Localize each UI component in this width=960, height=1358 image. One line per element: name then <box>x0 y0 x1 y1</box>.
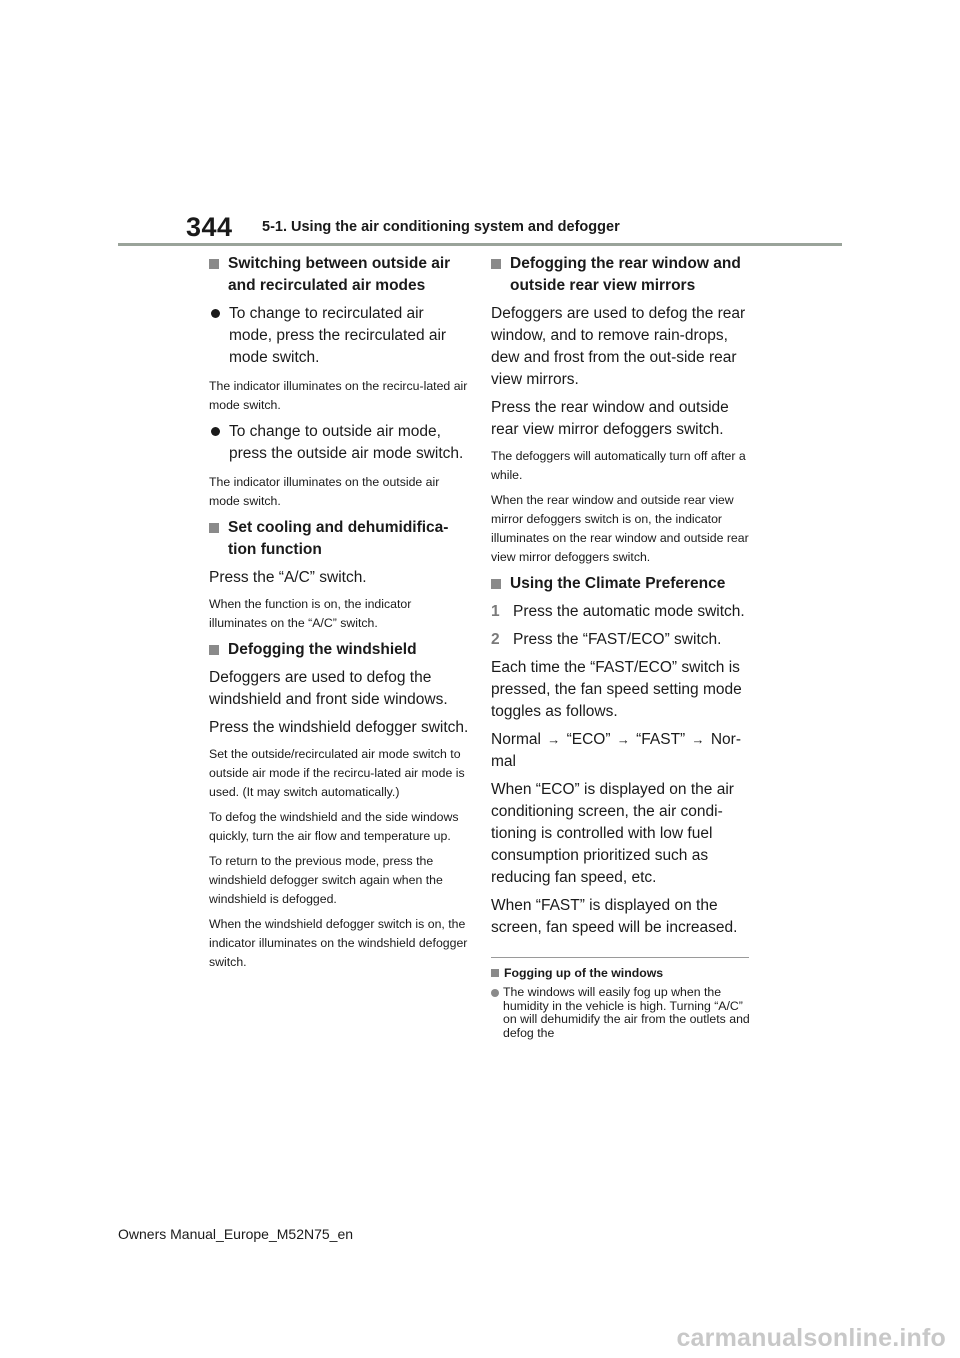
paragraph-fast-eco-toggle: Each time the “FAST/ECO” switch is pressed, the fan speed setting mode toggles as follows. <box>491 659 742 720</box>
paragraph-defoggers-windshield: Defoggers are used to defog the windshield and front side windows. <box>209 669 448 708</box>
heading-text: Set cooling and dehumidifica-tion function <box>228 519 449 558</box>
arrow-right-icon: → <box>616 732 630 747</box>
section-title: 5-1. Using the air conditioning system and defogger <box>262 219 620 235</box>
note-rear-indicator: When the rear window and outside rear view mirror defoggers switch is on, the indicator illuminates on the rear window and outside rear view mirror defoggers switch. <box>491 493 749 564</box>
note-outside-indicator: The indicator illuminates on the outside air mode switch. <box>209 475 440 508</box>
heading-cooling-dehumidification <box>209 517 469 561</box>
note-ac-indicator: When the function is on, the indicator illuminates on the “A/C” switch. <box>209 597 412 630</box>
bullet-dot-icon <box>491 989 499 997</box>
mode-sequence <box>491 729 751 773</box>
paragraph-eco-description: When “ECO” is displayed on the air conditioning screen, the air condi-tioning is controlled with low fuel consumption prioritized such as reducing fan speed, etc. <box>491 781 734 886</box>
step-number: 2 <box>491 631 500 648</box>
note-bullet-text: The windows will easily fog up when the humidity in the vehicle is high. Turning “A/C” on will dehumidify the air from the outlets and defog the <box>503 985 750 1040</box>
left-column <box>209 253 469 978</box>
watermark: carmanualsonline.info <box>676 1324 946 1352</box>
square-bullet-icon <box>491 579 501 589</box>
step-2 <box>491 629 751 651</box>
square-bullet-icon <box>209 645 219 655</box>
arrow-right-icon: → <box>547 732 561 747</box>
heading-defogging-rear <box>491 253 751 297</box>
note-recirculated-indicator: The indicator illuminates on the recircu-lated air mode switch. <box>209 379 468 412</box>
paragraph-press-defogger: Press the windshield defogger switch. <box>209 719 469 736</box>
bullet-dot-icon <box>211 309 220 318</box>
step-number: 1 <box>491 603 500 620</box>
bullet-recirculated <box>209 303 469 369</box>
note-divider <box>491 957 749 958</box>
note-defog-quickly: To defog the windshield and the side windows quickly, turn the air flow and temperature up. <box>209 810 459 843</box>
square-bullet-icon <box>491 969 499 977</box>
paragraph-ac-switch: Press the “A/C” switch. <box>209 569 367 586</box>
note-auto-off: The defoggers will automatically turn off after a while. <box>491 449 746 482</box>
heading-defogging-windshield <box>209 639 469 661</box>
arrow-right-icon: → <box>691 732 705 747</box>
step-1 <box>491 601 751 623</box>
right-column <box>491 253 751 1040</box>
paragraph-press-rear-defogger: Press the rear window and outside rear view mirror defoggers switch. <box>491 399 729 438</box>
paragraph-fast-description: When “FAST” is displayed on the screen, fan speed will be increased. <box>491 897 738 936</box>
bullet-text: To change to recirculated air mode, press the recirculated air mode switch. <box>229 305 447 366</box>
heading-text: Defogging the rear window and outside rear view mirrors <box>510 255 741 294</box>
square-bullet-icon <box>491 259 501 269</box>
footer-manual-id: Owners Manual_Europe_M52N75_en <box>118 1226 354 1242</box>
bullet-dot-icon <box>211 427 220 436</box>
note-heading-text: Fogging up of the windows <box>504 966 664 980</box>
square-bullet-icon <box>209 259 219 269</box>
note-return-previous: To return to the previous mode, press the windshield defogger switch again when the windshield is defogged. <box>209 854 443 906</box>
heading-text: Using the Climate Preference <box>510 575 726 592</box>
header-divider <box>118 243 842 246</box>
mode-fast: “FAST” <box>636 731 686 748</box>
note-bullet-fogging <box>491 986 751 1040</box>
page-number: 344 <box>186 212 233 242</box>
note-heading-fogging <box>491 965 751 982</box>
step-text: Press the “FAST/ECO” switch. <box>513 631 722 648</box>
note-outside-mode: Set the outside/recirculated air mode switch to outside air mode if the recircu-lated air mode is used. (It may switch automatically.) <box>209 747 465 799</box>
bullet-outside-air <box>209 421 469 465</box>
bullet-text: To change to outside air mode, press the outside air mode switch. <box>229 423 464 462</box>
mode-eco: “ECO” <box>566 731 611 748</box>
heading-climate-preference <box>491 573 751 595</box>
heading-outside-recirculated <box>209 253 469 297</box>
heading-text: Switching between outside air and recirculated air modes <box>228 255 451 294</box>
heading-text: Defogging the windshield <box>228 641 417 658</box>
square-bullet-icon <box>209 523 219 533</box>
mode-normal: Normal <box>491 731 541 748</box>
paragraph-defoggers-rear: Defoggers are used to defog the rear window, and to remove rain-drops, dew and frost from the out-side rear view mirrors. <box>491 305 746 388</box>
mode-normal-return: Nor-mal <box>491 731 741 770</box>
step-text: Press the automatic mode switch. <box>513 603 745 620</box>
note-defogger-indicator: When the windshield defogger switch is on, the indicator illuminates on the windshield defogger switch. <box>209 917 468 969</box>
